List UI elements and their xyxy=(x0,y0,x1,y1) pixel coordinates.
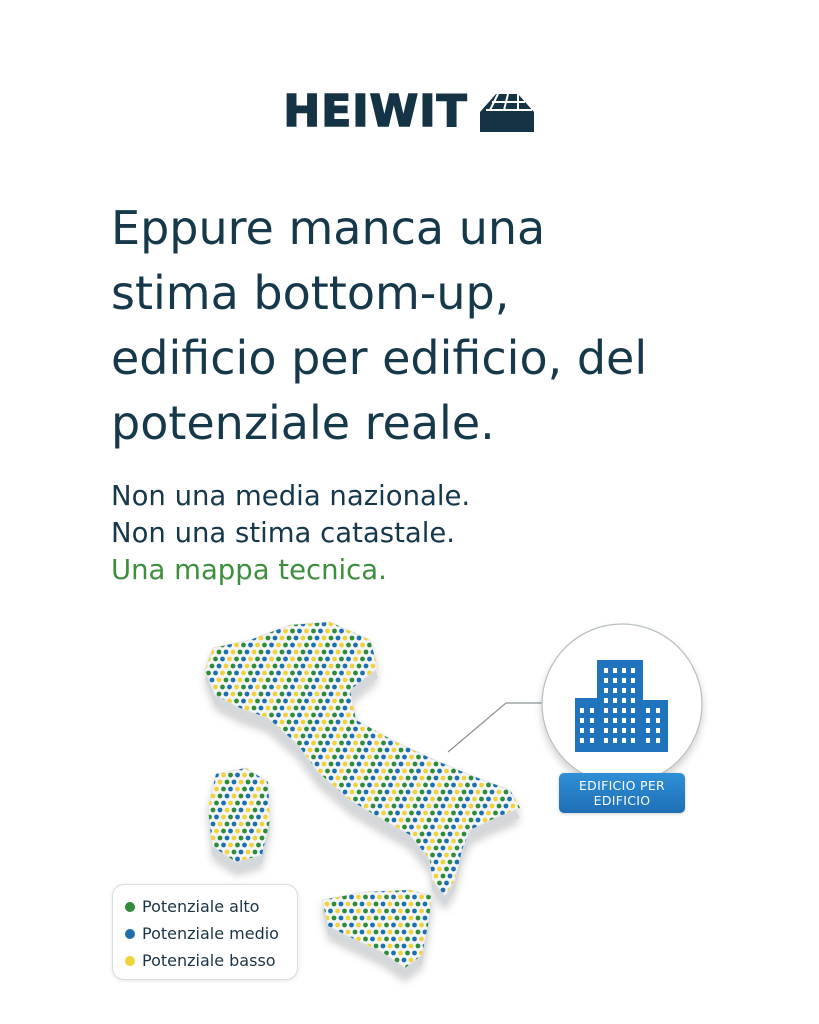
legend-item xyxy=(125,920,297,947)
subtext-highlight: Una mappa tecnica. xyxy=(111,554,387,586)
logo-wordmark: HEIWIT xyxy=(283,86,468,137)
headline-line: edificio per edificio, del xyxy=(111,331,648,385)
callout-connector xyxy=(448,703,542,752)
subtext-line: Non una media nazionale. xyxy=(111,480,471,512)
headline-line: potenziale reale. xyxy=(111,396,495,450)
legend-label: Potenziale basso xyxy=(142,951,276,970)
legend-dot xyxy=(125,956,135,966)
building-badge xyxy=(559,773,685,813)
map-sicily xyxy=(318,888,435,977)
legend-dot xyxy=(125,902,135,912)
legend-item xyxy=(125,947,297,974)
headline-line: stima bottom-up, xyxy=(111,266,510,320)
headline xyxy=(111,196,751,456)
legend xyxy=(112,884,298,980)
legend-dot xyxy=(125,929,135,939)
brand-logo xyxy=(0,86,819,138)
map-sardinia xyxy=(204,766,272,871)
solar-roof-icon xyxy=(478,90,536,134)
legend-label: Potenziale medio xyxy=(142,924,279,943)
legend-item xyxy=(125,893,297,920)
badge-line: EDIFICIO xyxy=(593,793,651,808)
badge-line: EDIFICIO PER xyxy=(578,778,666,793)
subtext-line: Non una stima catastale. xyxy=(111,517,456,549)
headline-line: Eppure manca una xyxy=(111,201,546,255)
subtext xyxy=(111,478,751,589)
legend-label: Potenziale alto xyxy=(142,897,260,916)
